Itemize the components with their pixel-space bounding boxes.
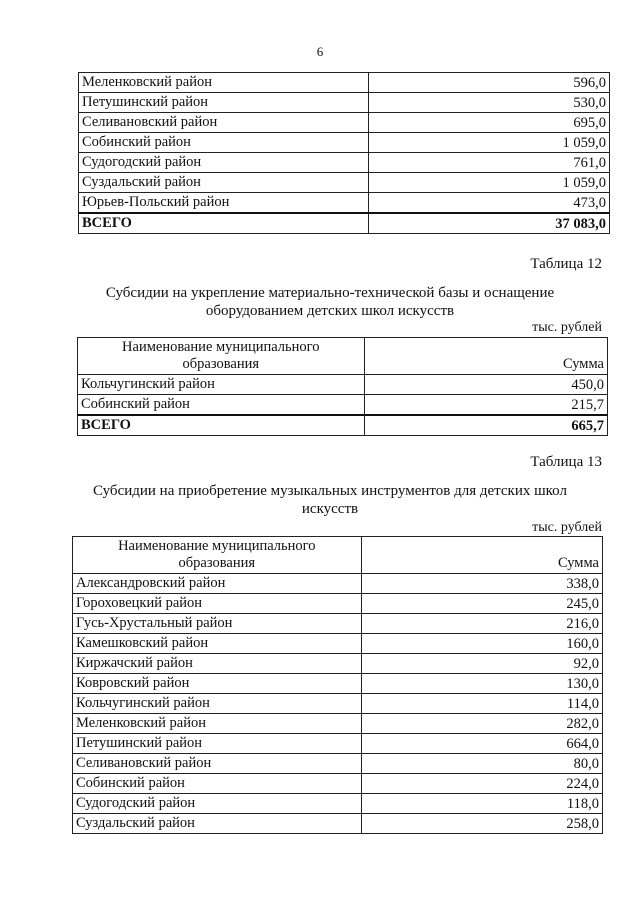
district-name: Киржачский район — [73, 654, 362, 674]
table-row — [73, 594, 603, 614]
table-row — [79, 73, 610, 93]
table-row — [73, 614, 603, 634]
table-13-title — [60, 482, 600, 518]
amount-value: 245,0 — [361, 594, 602, 614]
district-name: Александровский район — [73, 574, 362, 594]
table-13-title-line1: Субсидии на приобретение музыкальных инструментов для детских школ — [93, 483, 567, 499]
amount-value: 224,0 — [361, 774, 602, 794]
district-name: Камешковский район — [73, 634, 362, 654]
table-13-units: тыс. рублей — [532, 520, 602, 535]
table-12-header-value: Сумма — [364, 338, 607, 375]
district-name: Селивановский район — [73, 754, 362, 774]
total-label: ВСЕГО — [78, 415, 365, 436]
header-name-line1: Наименование муниципального — [118, 538, 316, 554]
amount-value: 473,0 — [368, 193, 609, 214]
district-name: Юрьев-Польский район — [79, 193, 369, 214]
table-row — [73, 774, 603, 794]
table-12-title-line2: оборудованием детских школ искусств — [205, 303, 455, 319]
table-12-number: Таблица 12 — [530, 256, 602, 272]
table-row — [73, 694, 603, 714]
amount-value: 215,7 — [364, 395, 607, 416]
amount-value: 130,0 — [361, 674, 602, 694]
district-name: Меленковский район — [73, 714, 362, 734]
amount-value: 160,0 — [361, 634, 602, 654]
district-name: Кольчугинский район — [73, 694, 362, 714]
table-row — [78, 375, 608, 395]
header-name-line2: образования — [182, 356, 260, 372]
table-13-header-value: Сумма — [361, 537, 602, 574]
table-13-title-line2: искусств — [301, 501, 359, 517]
amount-value: 80,0 — [361, 754, 602, 774]
table-12-title-line1: Субсидии на укрепление материально-технической базы и оснащение — [105, 285, 555, 301]
total-value: 37 083,0 — [368, 213, 609, 234]
header-name-line1: Наименование муниципального — [122, 339, 320, 355]
table-row — [73, 654, 603, 674]
header-name-line2: образования — [178, 555, 256, 571]
district-name: Собинский район — [79, 133, 369, 153]
amount-value: 282,0 — [361, 714, 602, 734]
district-name: Суздальский район — [73, 814, 362, 834]
table-row — [73, 714, 603, 734]
district-name: Собинский район — [73, 774, 362, 794]
table-row — [79, 93, 610, 113]
total-value: 665,7 — [364, 415, 607, 436]
amount-value: 761,0 — [368, 153, 609, 173]
total-label: ВСЕГО — [79, 213, 369, 234]
district-name: Судогодский район — [79, 153, 369, 173]
table-row — [73, 754, 603, 774]
table-row — [73, 734, 603, 754]
amount-value: 664,0 — [361, 734, 602, 754]
amount-value: 530,0 — [368, 93, 609, 113]
table-row — [73, 794, 603, 814]
district-name: Кольчугинский район — [78, 375, 365, 395]
district-name: Петушинский район — [73, 734, 362, 754]
table-row — [78, 395, 608, 416]
table-row — [73, 574, 603, 594]
table-continuation — [78, 72, 610, 234]
district-name: Судогодский район — [73, 794, 362, 814]
total-row — [79, 213, 610, 234]
table-row — [73, 634, 603, 654]
district-name: Суздальский район — [79, 173, 369, 193]
district-name: Селивановский район — [79, 113, 369, 133]
table-12-title — [60, 284, 600, 320]
total-row — [78, 415, 608, 436]
table-row — [79, 113, 610, 133]
district-name: Ковровский район — [73, 674, 362, 694]
table-13 — [72, 536, 603, 834]
district-name: Меленковский район — [79, 73, 369, 93]
table-13-number: Таблица 13 — [530, 454, 602, 470]
table-12 — [77, 337, 608, 436]
table-12-header-name — [78, 338, 365, 375]
table-13-header-name — [73, 537, 362, 574]
amount-value: 450,0 — [364, 375, 607, 395]
amount-value: 1 059,0 — [368, 173, 609, 193]
amount-value: 258,0 — [361, 814, 602, 834]
table-row — [79, 133, 610, 153]
table-row — [79, 193, 610, 214]
district-name: Петушинский район — [79, 93, 369, 113]
table-row — [79, 173, 610, 193]
district-name: Гусь-Хрустальный район — [73, 614, 362, 634]
amount-value: 1 059,0 — [368, 133, 609, 153]
amount-value: 596,0 — [368, 73, 609, 93]
district-name: Собинский район — [78, 395, 365, 416]
amount-value: 338,0 — [361, 574, 602, 594]
amount-value: 216,0 — [361, 614, 602, 634]
amount-value: 695,0 — [368, 113, 609, 133]
table-12-units: тыс. рублей — [532, 320, 602, 335]
table-row — [73, 674, 603, 694]
table-row — [73, 814, 603, 834]
table-row — [79, 153, 610, 173]
amount-value: 92,0 — [361, 654, 602, 674]
district-name: Гороховецкий район — [73, 594, 362, 614]
amount-value: 118,0 — [361, 794, 602, 814]
amount-value: 114,0 — [361, 694, 602, 714]
page-number: 6 — [316, 44, 324, 59]
